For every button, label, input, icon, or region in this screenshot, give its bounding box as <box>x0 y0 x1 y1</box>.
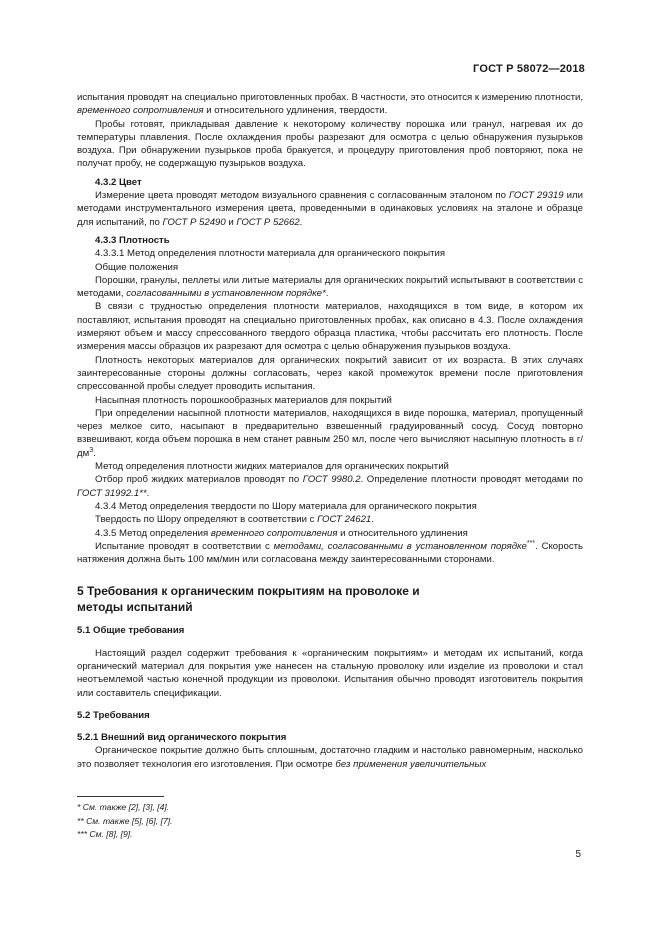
subheading-general: Общие положения <box>95 261 179 273</box>
paragraph-color: Измерение цвета проводят методом визуального сравнения с согласованным эталоном по ГОСТ 29319 или методами инструментального измерения цвета, проведенными в одинаковых условиях на эталоне и образце для испытаний, по ГОСТ Р 52490 и ГОСТ Р 52662. <box>77 190 583 228</box>
heading-4-3-5: 4.3.5 Метод определения временного сопротивления и относительного удлинения <box>95 527 468 539</box>
paragraph-density-difficulty: В связи с трудностью определения плотности материалов, находящихся в том виде, в котором их поставляют, испытания проводят на специально приготовленных пробах, как описано в 4.3. После охлаждения измеряют объем и массу спрессованного твердого образца пластика, чтобы рассчитать его плотность. После измерения массы образцов их разрезают для осмотра с целью обнаружения пузырьков воздуха. <box>77 301 583 353</box>
body-text <box>77 91 583 771</box>
heading-5-1: 5.1 Общие требования <box>77 625 185 637</box>
paragraph-tensile-test: Испытание проводят в соответствии с методами, согласованными в установленном порядке***. Скорость натяжения должна быть 100 мм/мин или согласована между заинтересованными сторонами. <box>77 539 584 566</box>
footnotes <box>77 801 173 842</box>
footnote-separator <box>77 796 164 797</box>
paragraph-shore-hardness: Твердость по Шору определяют в соответствии с ГОСТ 24621. <box>95 514 374 526</box>
section-5-title: 5 Требования к органическим покрытиям на проволоке и методы испытаний <box>77 584 420 614</box>
heading-4-3-3-1: 4.3.3.1 Метод определения плотности материала для органического покрытия <box>95 248 446 260</box>
paragraph-coating-appearance: Органическое покрытие должно быть сплошным, достаточно гладким и настолько равномерным, насколько это позволяет технология его изготовления. При осмотре без применения увеличительных <box>77 745 583 770</box>
heading-4-3-4: 4.3.4 Метод определения твердости по Шору материала для органического покрытия <box>95 500 477 512</box>
heading-4-3-3: 4.3.3 Плотность <box>95 234 170 246</box>
footnote-3: *** См. [8], [9]. <box>77 829 133 839</box>
paragraph-liquid-density: Отбор проб жидких материалов проводят по ГОСТ 9980.2. Определение плотности проводят методами по ГОСТ 31992.1**. <box>77 474 583 499</box>
footnote-1: * См. также [2], [3], [4]. <box>77 802 170 812</box>
heading-4-3-2: 4.3.2 Цвет <box>95 176 142 188</box>
paragraph-density-age: Плотность некоторых материалов для органических покрытий зависит от их возраста. В этих случаях заинтересованные стороны должны согласовать, через какой промежуток времени после приготовления спрессованной пробы следует проводить испытания. <box>77 354 583 393</box>
heading-5-2-1: 5.2.1 Внешний вид органического покрытия <box>77 732 287 744</box>
paragraph-bulk-density: При определении насыпной плотности материалов, находящихся в виде порошка, материал, пропущенный через мелкое сито, насыпают в предварительно взвешенный градуированный сосуд. Сосуд повторно взвешивают, когда объем порошка в нем станет равным 250 мл, после чего вычисляют насыпную плотность в $г/дм^3$. <box>77 407 583 459</box>
paragraph-specimen-preparation: Пробы готовят, прикладывая давление к некоторому количеству порошка или гранул, нагревая их до температуры плавления. После охлаждения пробы разрезают для осмотра с целью обнаружения пузырьков воздуха. При обнаружении пузырьков проба бракуется, и процедуру приготовления проб повторяют, пока не получат пробу, не содержащую пузырьков воздуха. <box>77 118 583 170</box>
paragraph-density-methods: Порошки, гранулы, пеллеты или литые материалы для органических покрытий испытывают в соответствии с методами, согласованными в установленном порядке*. <box>77 274 583 300</box>
paragraph-test-specimens: испытания проводят на специально приготовленных пробах. В частности, это относится к измерению плотности, временного сопротивления и относительного удлинения, твердости. <box>77 92 583 117</box>
footnote-2: ** См. также [5], [6], [7]. <box>77 815 173 826</box>
heading-5-2: 5.2 Требования <box>77 709 150 721</box>
page-number: 5 <box>575 849 581 860</box>
paragraph-general-requirements: Настоящий раздел содержит требования к «органическим покрытиям» и методам их испытаний, когда органический материал для покрытия уже нанесен на стальную проволоку или изделие из проволоки и стал неотъемлемой частью конечной продукции из проволоки. Испытания обычно проводят изготовитель покрытия или составитель спецификации. <box>77 647 583 699</box>
document-header: ГОСТ Р 58072—2018 <box>473 63 585 75</box>
subheading-bulk-density: Насыпная плотность порошкообразных материалов для покрытий <box>95 394 392 406</box>
subheading-liquid-density: Метод определения плотности жидких материалов для органических покрытий <box>95 461 449 473</box>
